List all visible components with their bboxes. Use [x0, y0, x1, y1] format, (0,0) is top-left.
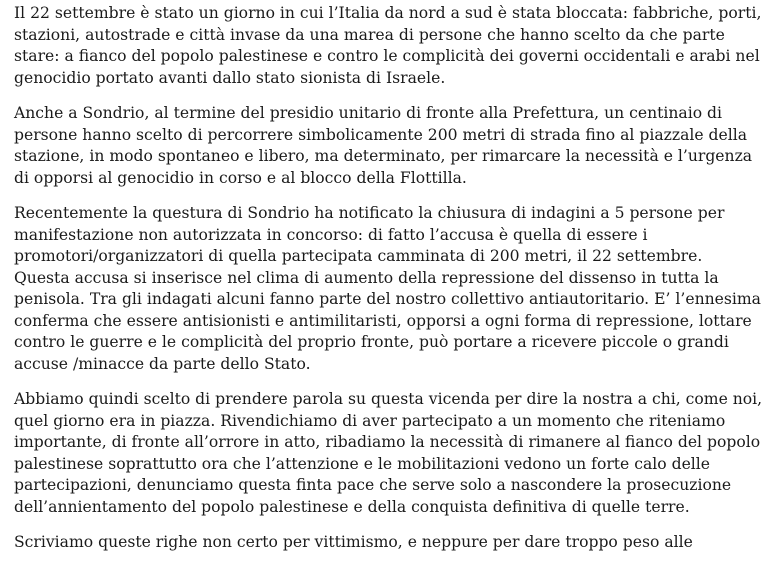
text-line: di opporsi al genocidio in corso e al blocco della Flottilla.: [14, 168, 467, 187]
text-line: importante, di fronte all’orrore in atto, ribadiamo la necessità di rimanere al fianco del popolo: [14, 433, 761, 451]
text-line: accuse /minacce da parte dello Stato.: [14, 354, 311, 373]
text-line: quel giorno era in piazza. Rivendichiamo di aver partecipato a un momento che riteniamo: [14, 411, 726, 430]
text-line: genocidio portato avanti dallo stato sionista di Israele.: [14, 68, 446, 87]
text-line: Il 22 settembre è stato un giorno in cui l’Italia da nord a sud è stata bloccata: fabbriche, porti,: [14, 4, 762, 22]
text-line: Abbiamo quindi scelto di prendere parola su questa vicenda per dire la nostra a chi, come noi,: [14, 390, 762, 408]
text-line: conferma che essere antisionisti e antimilitaristi, opporsi a ogni forma di repressione, lottare: [14, 311, 752, 330]
paragraph-5: [14, 532, 693, 554]
text-line: dell’annientamento del popolo palestinese e della conquista definitiva di quelle terre.: [14, 497, 690, 516]
text-line: promotori/organizzatori di quella partecipata camminata di 200 metri, il 22 settembre.: [14, 247, 703, 265]
text-line: partecipazioni, denunciamo questa finta pace che serve solo a nascondere la prosecuzione: [14, 476, 732, 494]
text-line: Recentemente la questura di Sondrio ha notificato la chiusura di indagini a 5 persone per: [14, 204, 725, 222]
text-line: penisola. Tra gli indagati alcuni fanno parte del nostro collettivo antiautoritario. E’ l’ennesima: [14, 290, 761, 308]
text-line: Questa accusa si inserisce nel clima di aumento della repressione del dissenso in tutta la: [14, 268, 719, 287]
paragraph-4: [14, 389, 762, 518]
text-line: persone hanno scelto di percorrere simbolicamente 200 metri di strada fino al piazzale della: [14, 125, 748, 144]
text-line: stazioni, autostrade e città invase da una marea di persone che hanno scelto da che parte: [14, 25, 725, 44]
text-line: Scriviamo queste righe non certo per vittimismo, e neppure per dare troppo peso alle: [14, 533, 693, 551]
text-line: manifestazione non autorizzata in concorso: di fatto l’accusa è quella di essere i: [14, 225, 648, 244]
text-line: stazione, in modo spontaneo e libero, ma determinato, per rimarcare la necessità e l’urgenza: [14, 147, 753, 165]
text-line: stare: a fianco del popolo palestinese e contro le complicità dei governi occidentali e arabi nel: [14, 47, 760, 65]
article-body: [14, 3, 762, 568]
text-line: Anche a Sondrio, al termine del presidio unitario di fronte alla Prefettura, un centinaio di: [14, 104, 723, 122]
text-line: contro le guerre e le complicità del proprio fronte, può portare a ricevere piccole o grandi: [14, 333, 729, 351]
paragraph-1: [14, 3, 762, 89]
paragraph-2: [14, 103, 753, 189]
text-line: palestinese soprattutto ora che l’attenzione e le mobilitazioni vedono un forte calo delle: [14, 454, 711, 473]
paragraph-3: [14, 203, 761, 375]
